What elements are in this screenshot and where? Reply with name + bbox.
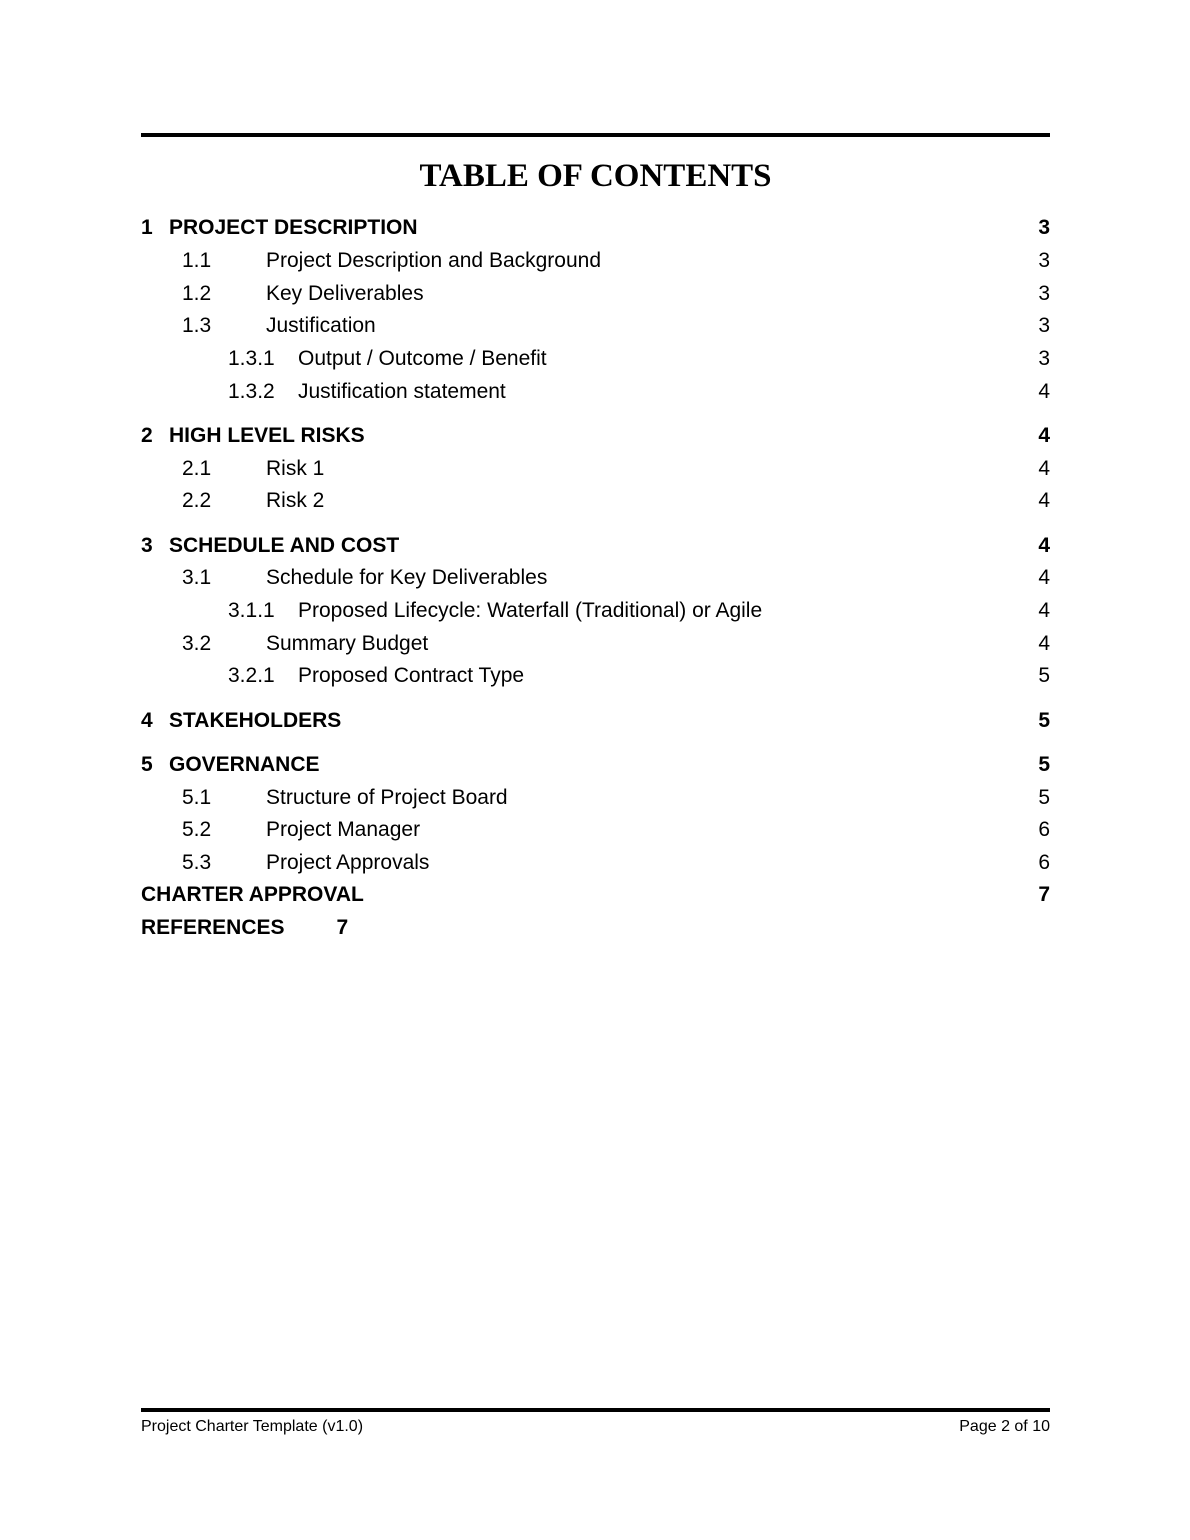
toc-entry-page: 4 — [1038, 380, 1050, 403]
toc-entry-title: Risk 1 — [266, 457, 325, 480]
toc-entry-references[interactable] — [141, 915, 1050, 941]
toc-entry-number: 2.2 — [182, 489, 212, 512]
toc-entry-page: 6 — [1038, 818, 1050, 841]
toc-entry-title: Proposed Lifecycle: Waterfall (Traditional) or Agile — [298, 599, 763, 622]
toc-entry-number: 1.3.1 — [228, 347, 275, 370]
toc-entry-output-outcome-benefit[interactable] — [141, 346, 1050, 372]
toc-entry-title: Summary Budget — [266, 632, 429, 655]
toc-entry-justification[interactable] — [141, 313, 1050, 339]
toc-entry-page: 7 — [336, 916, 349, 939]
footer-rule — [141, 1408, 1050, 1412]
toc-entry-page: 3 — [1038, 314, 1050, 337]
toc-entry-key-deliverables[interactable] — [141, 281, 1050, 307]
toc-entry-justification-statement[interactable] — [141, 379, 1050, 405]
toc-entry-title: Justification — [266, 314, 376, 337]
toc-entry-page: 3 — [1038, 249, 1050, 272]
toc-entry-title: Project Approvals — [266, 851, 430, 874]
toc-entry-title: REFERENCES — [141, 916, 285, 939]
toc-entry-page: 4 — [1038, 632, 1050, 655]
toc-entry-number: 1.3 — [182, 314, 212, 337]
toc-entry-number: 4 — [141, 709, 153, 732]
toc-entry-number: 5 — [141, 753, 153, 776]
toc-entry-title: Project Description and Background — [266, 249, 602, 272]
toc-entry-page: 4 — [1038, 424, 1050, 447]
toc-entry-title: SCHEDULE AND COST — [169, 534, 400, 557]
toc-entry-title: Key Deliverables — [266, 282, 424, 305]
toc-entry-stakeholders[interactable] — [141, 708, 1050, 734]
toc-entry-title: PROJECT DESCRIPTION — [169, 216, 418, 239]
toc-entry-page: 3 — [1038, 347, 1050, 370]
toc-entry-page: 3 — [1038, 216, 1050, 239]
toc-entry-risk-2[interactable] — [141, 488, 1050, 514]
toc-entry-number: 3.1.1 — [228, 599, 275, 622]
toc-entry-project-manager[interactable] — [141, 817, 1050, 843]
toc-entry-risk-1[interactable] — [141, 456, 1050, 482]
footer-document-title: Project Charter Template (v1.0) — [141, 1418, 364, 1435]
toc-entry-proposed-contract-type[interactable] — [141, 663, 1050, 689]
toc-entry-number: 1.3.2 — [228, 380, 275, 403]
toc-entry-title: Project Manager — [266, 818, 421, 841]
toc-entry-number: 5.2 — [182, 818, 212, 841]
toc-entry-page: 4 — [1038, 457, 1050, 480]
toc-entry-summary-budget[interactable] — [141, 631, 1050, 657]
toc-entry-proposed-lifecycle[interactable] — [141, 598, 1050, 624]
toc-entry-page: 4 — [1038, 599, 1050, 622]
toc-entry-title: CHARTER APPROVAL — [141, 883, 364, 906]
toc-entry-page: 5 — [1038, 664, 1050, 687]
toc-entry-title: Schedule for Key Deliverables — [266, 566, 548, 589]
toc-entry-number: 3.1 — [182, 566, 212, 589]
toc-entry-schedule-key-deliverables[interactable] — [141, 565, 1050, 591]
toc-entry-project-description-background[interactable] — [141, 248, 1050, 274]
toc-entry-page: 5 — [1038, 709, 1050, 732]
toc-entry-page: 4 — [1038, 534, 1050, 557]
toc-entry-structure-project-board[interactable] — [141, 785, 1050, 811]
toc-entry-page: 3 — [1038, 282, 1050, 305]
toc-entry-high-level-risks[interactable] — [141, 423, 1050, 449]
toc-entry-governance[interactable] — [141, 752, 1050, 778]
toc-entry-title: Proposed Contract Type — [298, 664, 525, 687]
toc-entry-number: 5.3 — [182, 851, 212, 874]
toc-entry-title: Structure of Project Board — [266, 786, 508, 809]
toc-entry-number: 1.2 — [182, 282, 212, 305]
toc-entry-page: 5 — [1038, 753, 1050, 776]
toc-entry-title: Risk 2 — [266, 489, 325, 512]
toc-entry-title: HIGH LEVEL RISKS — [169, 424, 365, 447]
toc-entry-title: Justification statement — [298, 380, 506, 403]
toc-entry-number: 3.2.1 — [228, 664, 275, 687]
toc-entry-page: 6 — [1038, 851, 1050, 874]
toc-entry-title: STAKEHOLDERS — [169, 709, 342, 732]
toc-entry-page: 4 — [1038, 566, 1050, 589]
toc-entry-title: Output / Outcome / Benefit — [298, 347, 547, 370]
toc-entry-page: 5 — [1038, 786, 1050, 809]
toc-entry-number: 2 — [141, 424, 153, 447]
toc-entry-page: 4 — [1038, 489, 1050, 512]
toc-entry-project-approvals[interactable] — [141, 850, 1050, 876]
toc-entry-schedule-and-cost[interactable] — [141, 533, 1050, 559]
toc-entry-number: 3 — [141, 534, 153, 557]
toc-entry-project-description[interactable] — [141, 215, 1050, 241]
toc-entry-number: 1.1 — [182, 249, 212, 272]
toc-entry-number: 2.1 — [182, 457, 212, 480]
toc-entry-number: 3.2 — [182, 632, 212, 655]
toc-entry-title: GOVERNANCE — [169, 753, 320, 776]
footer-page-number: Page 2 of 10 — [959, 1418, 1050, 1435]
table-of-contents — [141, 0, 1050, 1000]
toc-entry-number: 1 — [141, 216, 153, 239]
toc-title: TABLE OF CONTENTS — [419, 158, 772, 194]
toc-entry-page: 7 — [1038, 883, 1050, 906]
toc-entry-charter-approval[interactable] — [141, 882, 1050, 908]
toc-entry-number: 5.1 — [182, 786, 212, 809]
